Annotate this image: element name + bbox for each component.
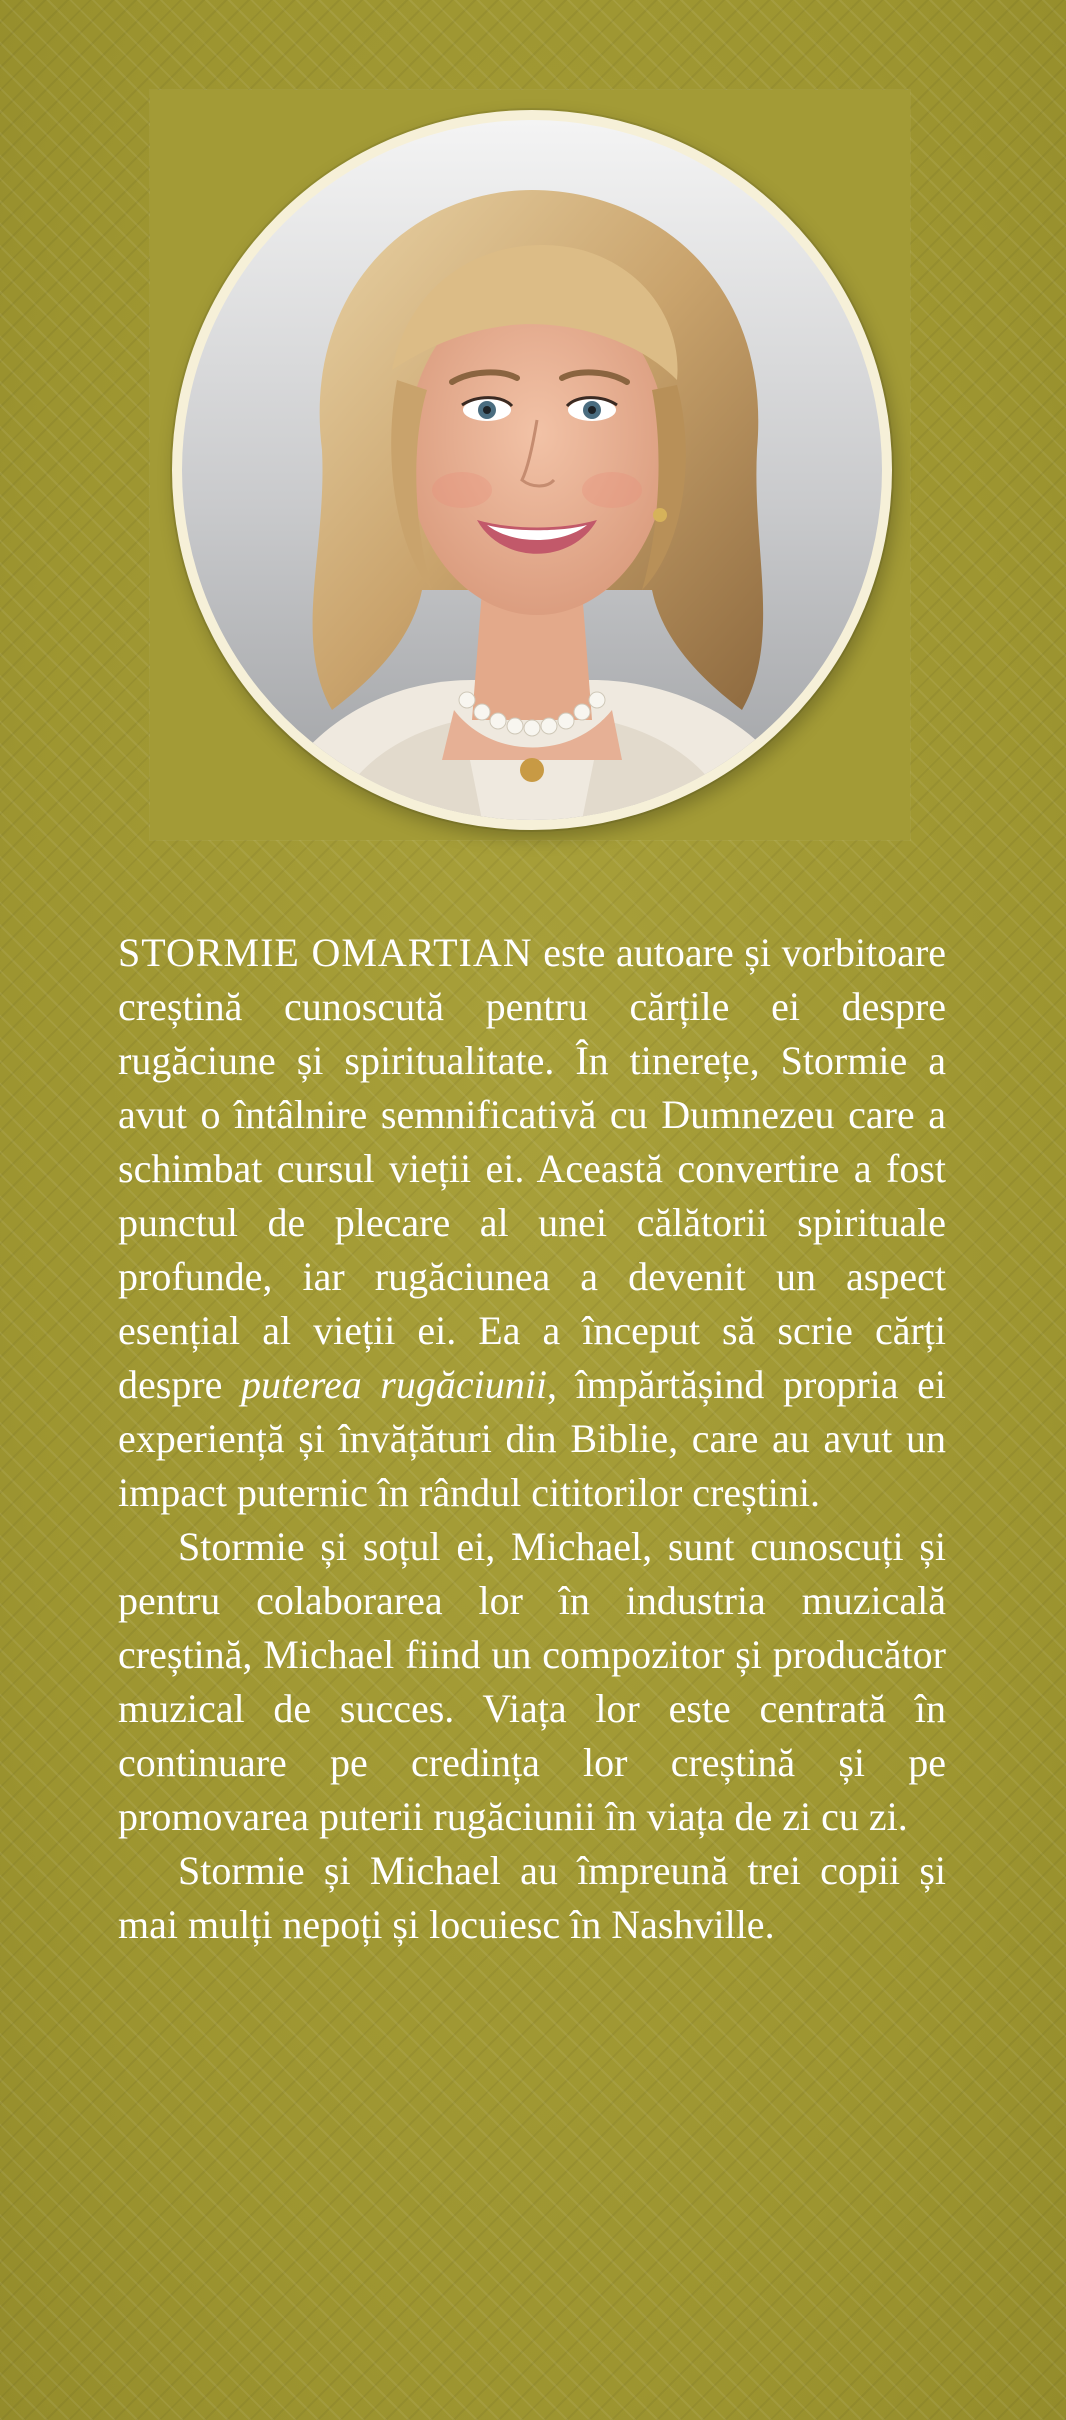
- bio-text: este autoare și vorbitoare creștină cunoscută pentru cărțile ei despre rugăciune și spiritualitate. În tinerețe, Stormie a avut o întâlnire semnificativă cu Dumnezeu care a schimbat cursul vieții ei. Această convertire a fost punctul de plecare al unei călătorii spirituale profunde, iar rugăciunea a devenit un aspect esențial al vieții ei. Ea a început să scrie cărți despre: [118, 930, 946, 1407]
- portrait-frame: [172, 110, 892, 830]
- bio-text: , împărtășind propria ei experiență și învățături din Biblie, care au avut un impact puternic în rândul cititorilor creștini.: [118, 1362, 946, 1515]
- book-title-emphasis: puterea rugăciunii: [241, 1362, 547, 1407]
- bio-paragraph-3: Stormie și Michael au împreună trei copii și mai mulți nepoți și locuiesc în Nashville.: [118, 1848, 946, 1947]
- author-name: STORMIE OMARTIAN: [118, 930, 533, 975]
- author-bio: [118, 926, 946, 1952]
- author-portrait: [182, 120, 882, 820]
- bio-paragraph-2: Stormie și soțul ei, Michael, sunt cunoscuți și pentru colaborarea lor în industria muzicală creștină, Michael fiind un compozitor și producător muzical de succes. Viața lor este centrată în continuare pe credința lor creștină și pe promovarea puterii rugăciunii în viața de zi cu zi.: [118, 1524, 946, 1839]
- author-portrait-icon: [182, 120, 882, 820]
- bio-paragraph-1: [118, 926, 946, 1520]
